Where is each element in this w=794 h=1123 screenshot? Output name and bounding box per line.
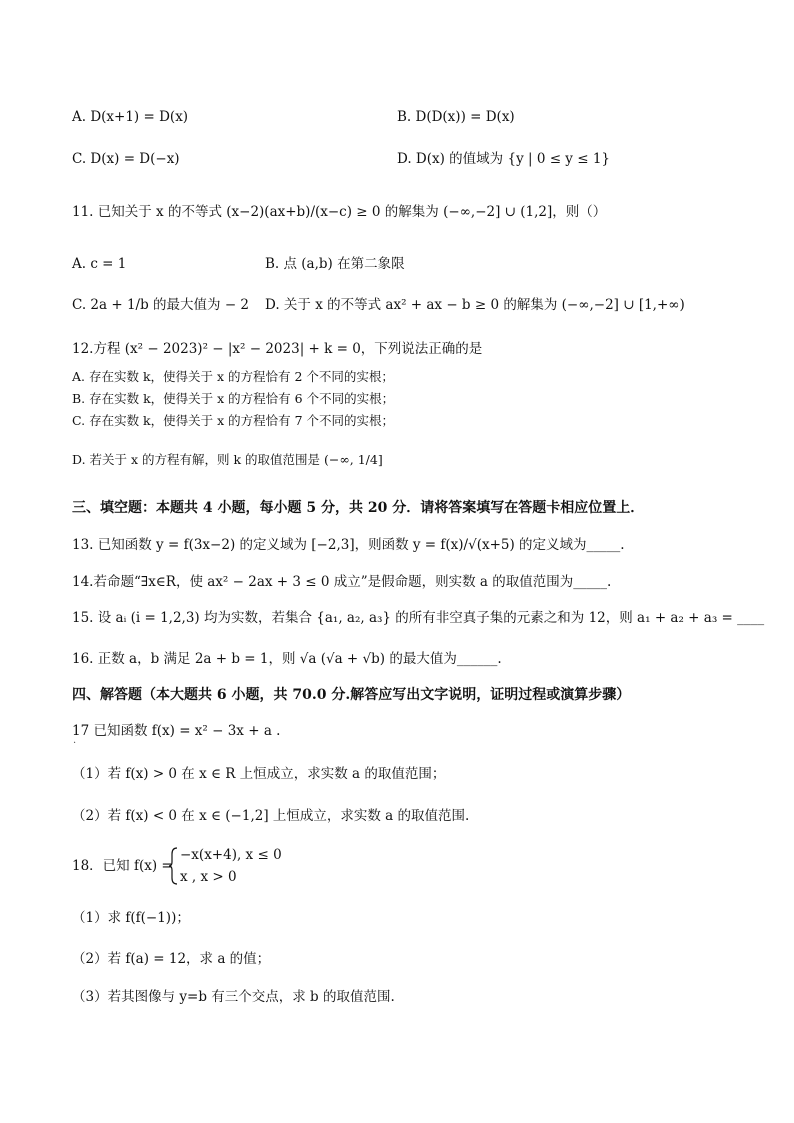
q11-stem: 11. 已知关于 x 的不等式 (x−2)(ax+b)/(x−c) ≥ 0 的解集为 (−∞,−2] ∪ (1,2]，则（） [72, 204, 607, 220]
q11-option-d: D. 关于 x 的不等式 ax² + ax − b ≥ 0 的解集为 (−∞,−2] ∪ [1,+∞) [265, 297, 685, 313]
q15: 15. 设 aᵢ (i = 1,2,3) 均为实数，若集合 {a₁, a₂, a₃} 的所有非空真子集的元素之和为 12，则 a₁ + a₂ + a₃ = ____ [72, 610, 765, 626]
q11-option-a: A. c = 1 [72, 256, 127, 272]
q16: 16. 正数 a，b 满足 2a + b = 1，则 √a (√a + √b) 的最大值为______. [72, 651, 502, 667]
q11-option-b: B. 点 (a,b) 在第二象限 [265, 256, 405, 272]
q10-option-c: C. D(x) = D(−x) [72, 151, 180, 167]
q18-part-2: （2）若 f(a) = 12，求 a 的值； [72, 951, 271, 967]
q18-case-2: x , x > 0 [180, 869, 237, 885]
section-4-heading: 四、解答题（本大题共 6 小题，共 70.0 分.解答应写出文字说明，证明过程或演算步骤） [72, 687, 631, 703]
section-3-heading: 三、填空题：本题共 4 小题，每小题 5 分，共 20 分．请将答案填写在答题卡相应位置上． [72, 500, 645, 516]
q18-part-3: （3）若其图像与 y=b 有三个交点，求 b 的取值范围. [72, 989, 395, 1005]
q10-option-d: D. D(x) 的值域为 {y | 0 ≤ y ≤ 1} [397, 151, 611, 167]
q11-option-c: C. 2a + 1/b 的最大值为 − 2 [72, 297, 250, 313]
q12-option-d: D. 若关于 x 的方程有解，则 k 的取值范围是 (−∞, 1/4] [72, 452, 383, 467]
q10-option-a: A. D(x+1) = D(x) [72, 109, 189, 125]
q10-option-b: B. D(D(x)) = D(x) [397, 109, 515, 125]
q17-part-1: （1）若 f(x) > 0 在 x ∈ R 上恒成立，求实数 a 的取值范围； [72, 766, 446, 782]
q17-stem: 17 已知函数 f(x) = x² − 3x + a . [72, 723, 281, 739]
q12-option-a: A. 存在实数 k，使得关于 x 的方程恰有 2 个不同的实根； [72, 369, 394, 384]
q17-part-2: （2）若 f(x) < 0 在 x ∈ (−1,2] 上恒成立，求实数 a 的取值范围. [72, 808, 470, 824]
stray-dot: · [73, 738, 77, 749]
piecewise-brace [168, 846, 180, 886]
q18-lead: 18．已知 f(x) = [72, 858, 173, 874]
q18-part-1: （1）求 f(f(−1))； [72, 910, 190, 926]
q18-case-1: −x(x+4), x ≤ 0 [180, 847, 282, 863]
q12-option-c: C. 存在实数 k，使得关于 x 的方程恰有 7 个不同的实根； [72, 413, 395, 428]
q13: 13. 已知函数 y = f(3x−2) 的定义域为 [−2,3]，则函数 y = f(x)/√(x+5) 的定义域为_____. [72, 537, 625, 553]
q12-stem: 12.方程 (x² − 2023)² − |x² − 2023| + k = 0，下列说法正确的是 [72, 341, 483, 357]
q14: 14.若命题“∃x∈R，使 ax² − 2ax + 3 ≤ 0 成立”是假命题，则实数 a 的取值范围为_____. [72, 574, 612, 590]
q12-option-b: B. 存在实数 k，使得关于 x 的方程恰有 6 个不同的实根； [72, 391, 395, 406]
